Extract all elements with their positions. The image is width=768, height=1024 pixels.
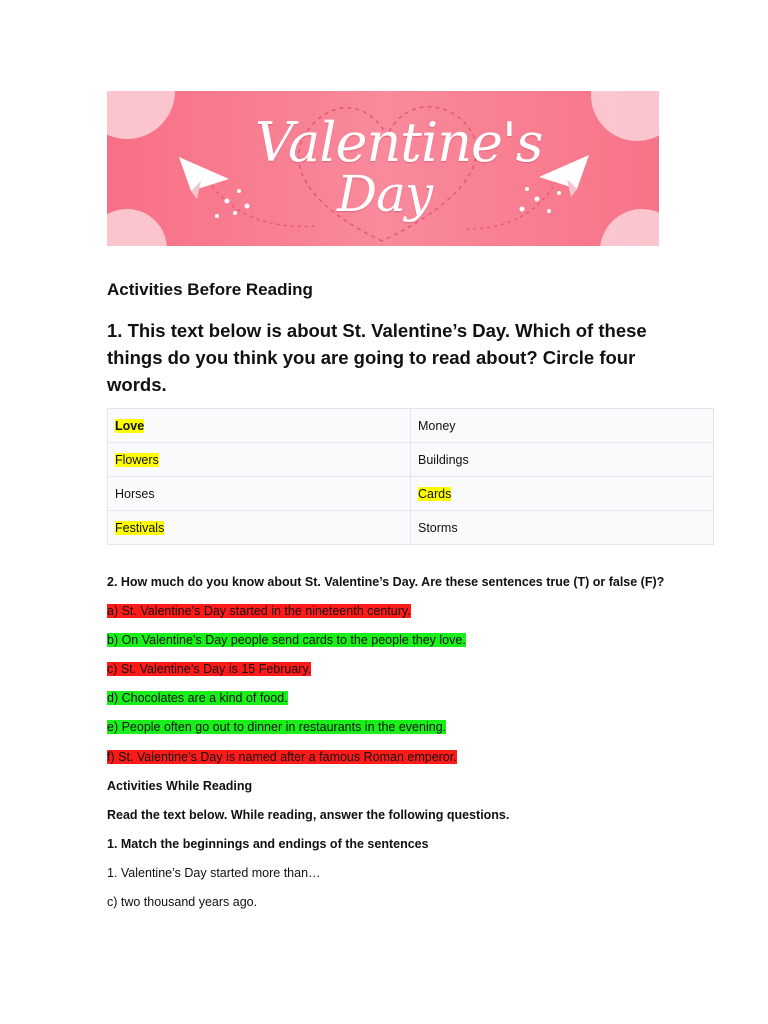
word-table-cell bbox=[411, 443, 714, 477]
valentines-banner-image bbox=[107, 91, 659, 246]
while-reading-instruction: Read the text below. While reading, answer the following questions. bbox=[107, 808, 510, 822]
word-option: Money bbox=[418, 418, 456, 433]
banner-title bbox=[107, 91, 659, 246]
word-table-cell bbox=[108, 477, 411, 511]
statement-text: d) Chocolates are a kind of food. bbox=[107, 691, 288, 705]
statement-item bbox=[107, 633, 466, 647]
question-2-heading: 2. How much do you know about St. Valentine’s Day. Are these sentences true (T) or false (F)? bbox=[107, 575, 665, 589]
match-task-heading: 1. Match the beginnings and endings of the sentences bbox=[107, 837, 429, 851]
word-option: Festivals bbox=[115, 520, 165, 535]
match-answer-1: c) two thousand years ago. bbox=[107, 895, 258, 909]
word-table-cell bbox=[411, 511, 714, 545]
word-option: Flowers bbox=[115, 452, 159, 467]
word-table-cell bbox=[411, 477, 714, 511]
match-item-1: 1. Valentine’s Day started more than… bbox=[107, 866, 321, 880]
word-table-cell bbox=[108, 443, 411, 477]
statement-text: b) On Valentine’s Day people send cards to the people they love. bbox=[107, 633, 466, 647]
word-table-row bbox=[108, 477, 714, 511]
statement-item bbox=[107, 604, 411, 618]
question-1-heading: 1. This text below is about St. Valentine’s Day. Which of these things do you think you are going to read about? Circle four words. bbox=[107, 320, 647, 395]
word-table-row bbox=[108, 443, 714, 477]
word-option: Cards bbox=[418, 486, 452, 501]
statement-item bbox=[107, 691, 288, 705]
word-table-cell bbox=[411, 409, 714, 443]
banner-title-line1: Valentine's bbox=[255, 111, 543, 174]
word-table-row bbox=[108, 511, 714, 545]
statement-item bbox=[107, 662, 311, 676]
word-option: Horses bbox=[115, 486, 155, 501]
statement-text: f) St. Valentine’s Day is named after a famous Roman emperor. bbox=[107, 750, 457, 764]
statement-item bbox=[107, 720, 446, 734]
statement-text: a) St. Valentine’s Day started in the nineteenth century. bbox=[107, 604, 411, 618]
statement-text: e) People often go out to dinner in restaurants in the evening. bbox=[107, 720, 447, 734]
word-option: Love bbox=[115, 418, 145, 433]
activities-while-reading-heading: Activities While Reading bbox=[107, 779, 253, 793]
word-choice-table bbox=[107, 408, 714, 545]
word-table-cell bbox=[108, 511, 411, 545]
activities-before-reading-heading: Activities Before Reading bbox=[107, 280, 313, 299]
banner-title-line2: Day bbox=[337, 165, 433, 223]
word-option: Storms bbox=[418, 520, 458, 535]
word-table-cell bbox=[108, 409, 411, 443]
statement-item bbox=[107, 750, 457, 764]
word-option: Buildings bbox=[418, 452, 469, 467]
statement-text: c) St. Valentine’s Day is 15 February. bbox=[107, 662, 312, 676]
word-table-row bbox=[108, 409, 714, 443]
